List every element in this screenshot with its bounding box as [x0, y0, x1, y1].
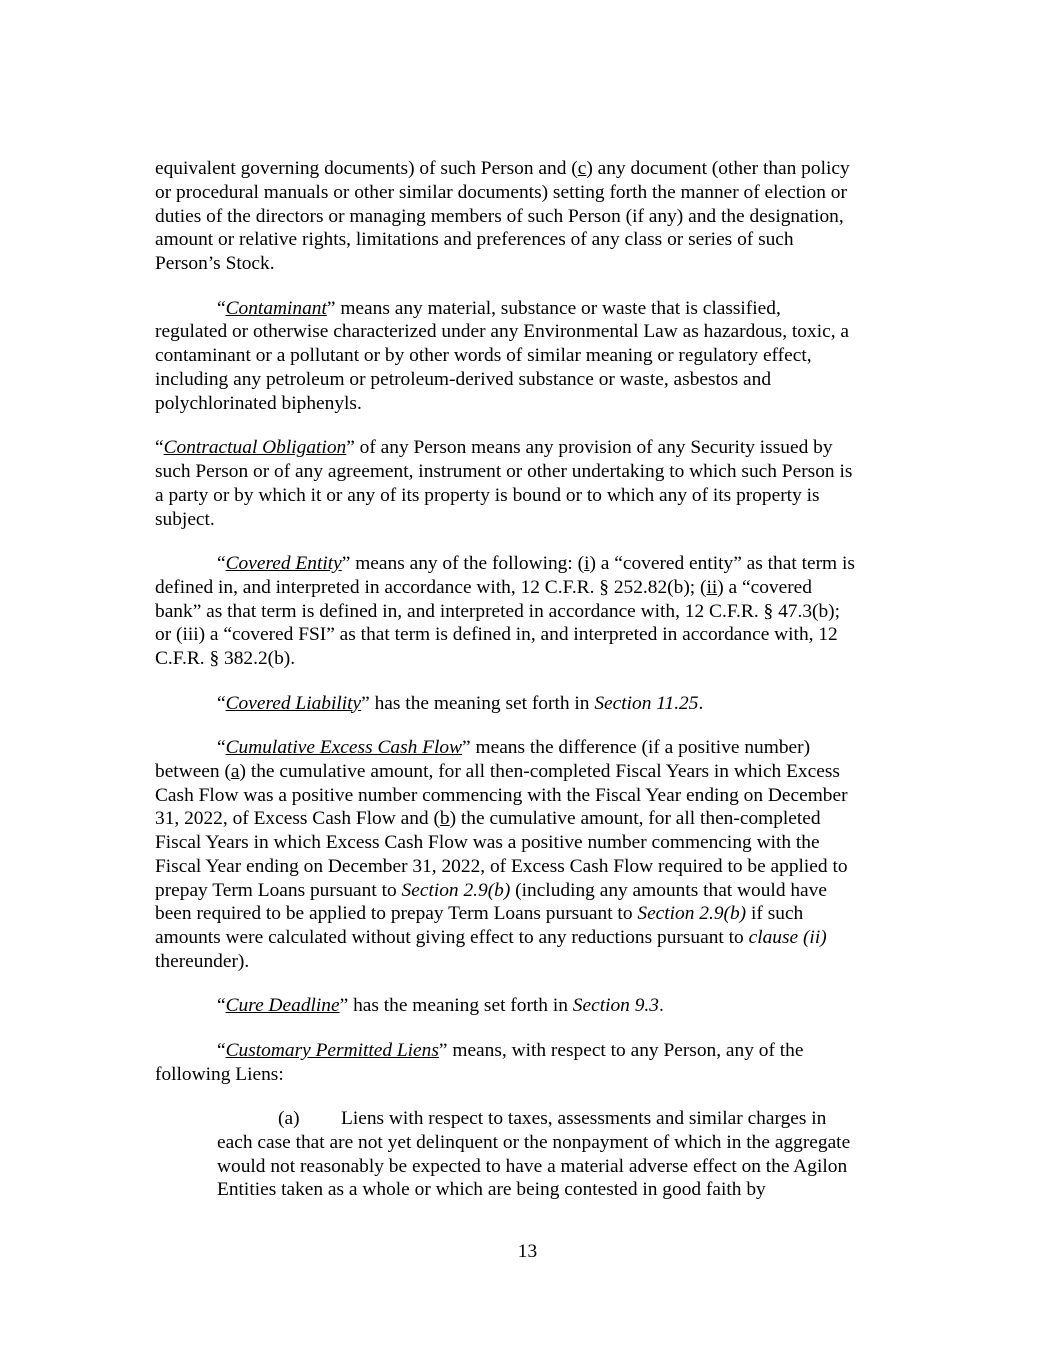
- text: following Liens:: [155, 1063, 284, 1085]
- text: a party or by which it or any of its property is bound or to which any of its property is: [155, 484, 820, 506]
- text: ” of any Person means any provision of any Security issued by: [346, 437, 833, 459]
- definition-cure-deadline: [155, 994, 905, 1018]
- clause-marker: c: [577, 158, 587, 179]
- text: Fiscal Year ending on December 31, 2022, of Excess Cash Flow required to be applied to: [155, 855, 848, 877]
- text: defined in, and interpreted in accordance with, 12 C.F.R. § 252.82(b); (: [155, 576, 707, 598]
- text: prepay Term Loans pursuant to: [155, 879, 402, 901]
- open-quote: “: [217, 552, 226, 574]
- subclause-label: (a): [278, 1108, 300, 1130]
- text: .: [658, 995, 664, 1017]
- text: been required to be applied to prepay Term Loans pursuant to: [155, 903, 638, 925]
- text: each case that are not yet delinquent or the nonpayment of which in the aggregate: [217, 1131, 851, 1153]
- text: amounts were calculated without giving effect to any reductions pursuant to: [155, 927, 749, 949]
- text: Fiscal Years in which Excess Cash Flow was a positive number commencing with the: [155, 832, 820, 854]
- text: 31, 2022, of Excess Cash Flow and (: [155, 808, 440, 830]
- text: amount or relative rights, limitations and preferences of any class or series of such: [155, 229, 794, 251]
- document-page: [155, 157, 905, 1223]
- text: or (iii) a “covered FSI” as that term is defined in, and interpreted in accordance with, 12: [155, 624, 838, 646]
- open-quote: “: [155, 437, 164, 459]
- definition-covered-liability: [155, 692, 905, 716]
- text: ) any document (other than policy: [586, 158, 850, 179]
- text: ) a “covered: [717, 576, 812, 598]
- defined-term: Contaminant: [225, 297, 327, 319]
- text: ) the cumulative amount, for all then-completed: [449, 808, 821, 830]
- clause-marker: i: [584, 552, 590, 574]
- open-quote: “: [217, 692, 226, 714]
- clause-reference: clause (ii): [748, 927, 827, 949]
- text: ” has the meaning set forth in: [339, 995, 573, 1017]
- clause-marker: ii: [706, 576, 718, 598]
- text: if such: [746, 903, 804, 925]
- text: ” means any of the following: (: [341, 552, 585, 574]
- text: ” means any material, substance or waste that is classified,: [326, 297, 781, 319]
- defined-term: Customary Permitted Liens: [225, 1039, 439, 1061]
- definition-contaminant: [155, 297, 905, 416]
- text: Liens with respect to taxes, assessments and similar charges in: [341, 1108, 827, 1130]
- text: or procedural manuals or other similar documents) setting forth the manner of election or: [155, 181, 847, 203]
- section-reference: Section 2.9(b): [401, 879, 511, 901]
- open-quote: “: [217, 1039, 226, 1061]
- text: ) the cumulative amount, for all then-completed Fiscal Years in which Excess: [239, 760, 840, 782]
- open-quote: “: [217, 995, 226, 1017]
- text: polychlorinated biphenyls.: [155, 392, 362, 414]
- definition-cumulative-excess-cash-flow: [155, 736, 905, 974]
- clause-marker: b: [439, 808, 450, 830]
- text: (including any amounts that would have: [510, 879, 827, 901]
- text: C.F.R. § 382.2(b).: [155, 648, 296, 670]
- text: ” means, with respect to any Person, any of the: [438, 1039, 804, 1061]
- text: subject.: [155, 508, 215, 530]
- text: thereunder).: [155, 951, 250, 973]
- paragraph-organizational-documents-continued: [155, 157, 905, 276]
- definition-contractual-obligation: [155, 436, 905, 531]
- open-quote: “: [217, 297, 226, 319]
- subclause-a: [217, 1107, 905, 1202]
- text: would not reasonably be expected to have a material adverse effect on the Agilon: [217, 1155, 848, 1177]
- text: contaminant or a pollutant or by other words of similar meaning or regulatory effect,: [155, 345, 812, 367]
- defined-term: Covered Liability: [225, 692, 362, 714]
- definition-customary-permitted-liens: [155, 1039, 905, 1087]
- text: .: [698, 692, 704, 714]
- text: bank” as that term is defined in, and interpreted in accordance with, 12 C.F.R. § 47.3(b);: [155, 600, 841, 622]
- section-reference: Section 11.25: [594, 692, 699, 714]
- defined-term: Contractual Obligation: [163, 437, 347, 459]
- defined-term: Covered Entity: [225, 552, 342, 574]
- definition-covered-entity: [155, 552, 905, 671]
- text: ) a “covered entity” as that term is: [589, 552, 855, 574]
- text: duties of the directors or managing members of such Person (if any) and the designation,: [155, 205, 844, 227]
- section-reference: Section 9.3: [572, 995, 659, 1017]
- text: regulated or otherwise characterized under any Environmental Law as hazardous, toxic, a: [155, 321, 849, 343]
- text: ” has the meaning set forth in: [361, 692, 595, 714]
- open-quote: “: [217, 736, 226, 758]
- text: Cash Flow was a positive number commencing with the Fiscal Year ending on December: [155, 784, 848, 806]
- text: between (: [155, 760, 231, 782]
- clause-marker: a: [230, 760, 240, 782]
- text: such Person or of any agreement, instrument or other undertaking to which such Person is: [155, 460, 853, 482]
- text: Person’s Stock.: [155, 253, 275, 275]
- text: ” means the difference (if a positive number): [462, 736, 811, 758]
- defined-term: Cumulative Excess Cash Flow: [225, 736, 463, 758]
- text: Entities taken as a whole or which are being contested in good faith by: [217, 1179, 766, 1201]
- text: including any petroleum or petroleum-derived substance or waste, asbestos and: [155, 368, 772, 390]
- defined-term: Cure Deadline: [225, 995, 340, 1017]
- page-number: 13: [517, 1241, 538, 1262]
- section-reference: Section 2.9(b): [637, 903, 747, 925]
- text: equivalent governing documents) of such Person and (: [155, 158, 578, 179]
